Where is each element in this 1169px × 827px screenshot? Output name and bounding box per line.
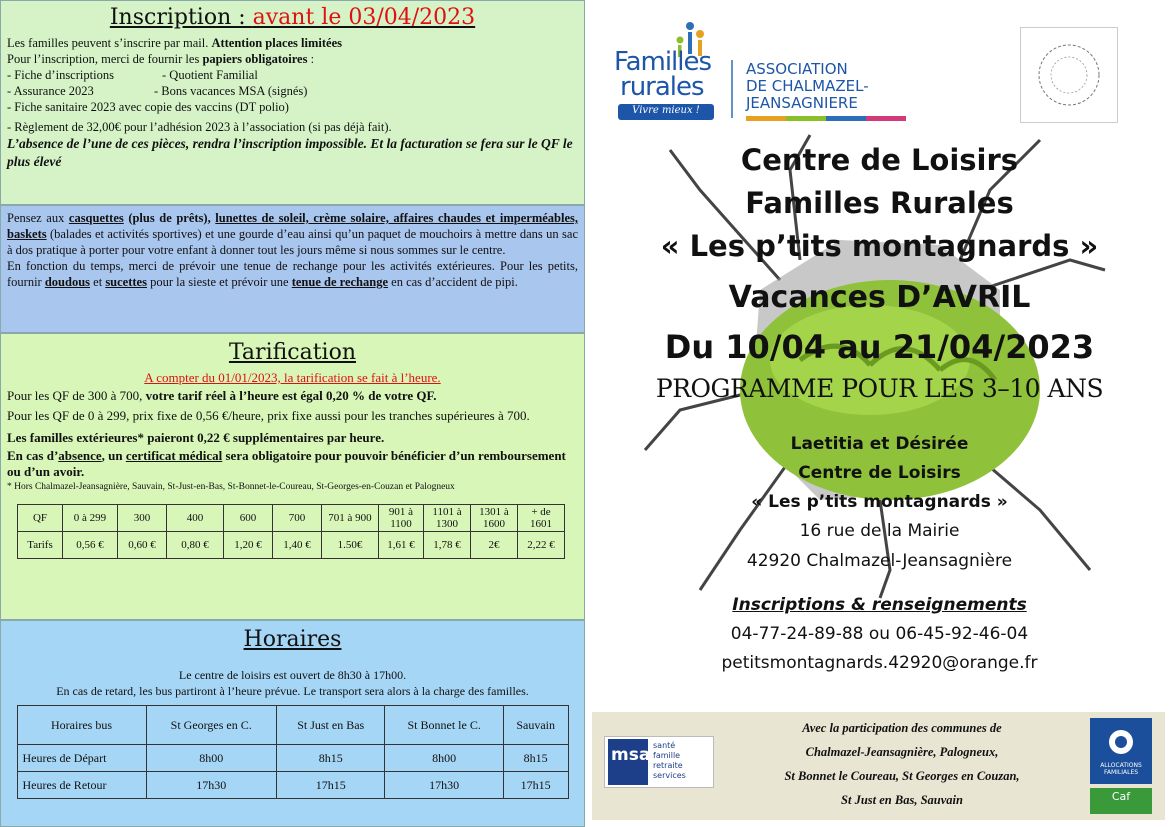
contact-address-2: 42920 Chalmazel-Jeansagnière <box>746 551 1013 571</box>
seal-stamp-icon <box>1021 28 1117 122</box>
assoc-line-1: ASSOCIATION <box>746 60 848 78</box>
msa-logo <box>604 736 714 788</box>
logo-association <box>746 61 869 112</box>
doc-reglement: - Règlement de 32,00€ pour l’adhésion 2023 à l’association (si pas déjà fait). <box>7 120 392 134</box>
partners-text <box>722 716 1082 812</box>
logo-stripe-icon <box>746 116 1046 122</box>
partners-line-2: Chalmazel-Jeansagnière, Palogneux, <box>805 745 999 759</box>
horaires-line1: Le centre de loisirs est ouvert de 8h30 à 17h00. <box>178 668 407 682</box>
tarification-notice: A compter du 01/01/2023, la tarification se fait à l’heure. <box>144 370 441 385</box>
logo-word-familles: Familles <box>614 47 712 77</box>
familles-rurales-logo <box>612 20 912 125</box>
table-cell: 1,78 € <box>424 532 471 559</box>
contact-centre: Centre de Loisirs <box>798 463 961 483</box>
assoc-line-3: JEANSAGNIERE <box>746 94 858 112</box>
msa-words <box>653 741 686 781</box>
table-cell: 1,40 € <box>273 532 322 559</box>
inscriptions-label: Inscriptions & renseignements <box>732 595 1027 615</box>
table-header-cell: St Bonnet le C. <box>385 706 503 745</box>
msa-word: famille <box>653 751 681 760</box>
table-cell: 17h30 <box>385 772 503 799</box>
logo-tagline: Vivre mieux ! <box>632 105 700 116</box>
table-cell: 600 <box>224 505 273 532</box>
horaires-title: Horaires <box>243 627 342 652</box>
table-cell: 400 <box>167 505 224 532</box>
title-line-2: Familles Rurales <box>745 186 1014 220</box>
table-cell: 0,56 € <box>63 532 118 559</box>
table-cell: 700 <box>273 505 322 532</box>
partners-line-4: St Just en Bas, Sauvain <box>841 793 963 807</box>
title-line-5: Du 10/04 au 21/04/2023 <box>664 328 1095 366</box>
contact-names: Laetitia et Désirée <box>790 434 969 454</box>
tarif-exterieurs: Les familles extérieures* paieront 0,22 € supplémentaires par heure. <box>7 430 385 445</box>
inscription-warning: L’absence de l’une de ces pièces, rendra l’inscription impossible. Et la facturation se fera sur le QF le plus élevé <box>7 136 573 169</box>
table-cell: 8h00 <box>385 745 503 772</box>
inscription-panel <box>0 0 585 205</box>
table-row <box>18 505 565 532</box>
table-cell: 300 <box>118 505 167 532</box>
table-cell: 1.50€ <box>322 532 379 559</box>
tarif-qf1: Pour les QF de 300 à 700, votre tarif réel à l’heure est égal 0,20 % de votre QF. <box>7 388 437 403</box>
tarif-footnote: * Hors Chalmazel-Jeansagnière, Sauvain, St-Just-en-Bas, St-Bonnet-le-Coureau, St-Georges-en-Couzan et Palogneux <box>7 482 455 492</box>
inscription-line2: Pour l’inscription, merci de fournir les papiers obligatoires : <box>7 52 315 66</box>
doc-row-2: - Assurance 2023 - Bons vacances MSA (signés) <box>7 84 308 98</box>
conseils-p2: En fonction du temps, merci de prévoir une tenue de rechange pour les activités extérieures. Pour les petits, fournir doudous et sucettes pour la sieste et prévoir une tenue de rechange en cas d’accident de pipi. <box>7 259 578 289</box>
msa-word: services <box>653 771 686 780</box>
title-line-3: « Les p’tits montagnards » <box>660 229 1099 263</box>
table-cell: 0,60 € <box>118 532 167 559</box>
msa-word: retraite <box>653 761 683 770</box>
table-row <box>17 772 568 799</box>
doc-row-1: - Fiche d’inscriptions - Quotient Familial <box>7 68 258 82</box>
msa-letters: msa <box>611 745 651 765</box>
table-row <box>17 706 568 745</box>
caf-logo <box>1090 718 1152 814</box>
inscription-line1: Les familles peuvent s’inscrire par mail. Attention places limitées <box>7 36 342 50</box>
program-subtitle: PROGRAMME POUR LES 3–10 ANS <box>655 374 1104 403</box>
tarification-panel <box>0 333 585 620</box>
table-cell: 1,61 € <box>379 532 424 559</box>
table-cell: 1101 à 1300 <box>424 505 471 532</box>
title-line-4: Vacances D’AVRIL <box>728 280 1031 315</box>
partners-line-3: St Bonnet le Coureau, St Georges en Couzan, <box>784 769 1020 783</box>
table-cell: 2€ <box>471 532 518 559</box>
table-cell: QF <box>18 505 63 532</box>
table-header-cell: St Georges en C. <box>146 706 276 745</box>
tarif-table <box>17 504 565 559</box>
association-seal <box>1020 27 1118 123</box>
horaires-panel <box>0 620 585 827</box>
doc-sanitaire: - Fiche sanitaire 2023 avec copie des vaccins (DT polio) <box>7 100 289 114</box>
logo-word-rurales: rurales <box>620 72 704 102</box>
caf-top-text: ALLOCATIONS FAMILIALES <box>1100 762 1142 776</box>
tarif-absence: En cas d’absence, un certificat médical sera obligatoire pour pouvoir bénéficier d’un remboursement ou d’un avoir. <box>7 448 566 479</box>
table-cell: 8h15 <box>276 745 385 772</box>
inscription-title: Inscription : avant le 03/04/2023 <box>109 5 476 30</box>
table-cell: 0 à 299 <box>63 505 118 532</box>
conseils-panel <box>0 205 585 333</box>
tarification-title: Tarification <box>228 340 357 365</box>
table-header-cell: Sauvain <box>503 706 568 745</box>
conseils-p1: Pensez aux casquettes (plus de prêts), lunettes de soleil, crème solaire, affaires chaudes et imperméables, baskets (balades et activités sportives) et une gourde d’eau ainsi qu’un paquet de mouchoirs à mettre dans un sac à dos pratique à porter pour votre enfant à donner tout les jours même si nous sommes sur le centre. <box>7 211 578 257</box>
table-cell: 17h30 <box>146 772 276 799</box>
table-cell: 8h15 <box>503 745 568 772</box>
partners-line-1: Avec la participation des communes de <box>802 721 1002 735</box>
table-cell: 901 à 1100 <box>379 505 424 532</box>
msa-word: santé <box>653 741 676 750</box>
contact-address-1: 16 rue de la Mairie <box>799 521 960 541</box>
table-cell: 2,22 € <box>518 532 565 559</box>
table-cell: 8h00 <box>146 745 276 772</box>
table-cell: + de 1601 <box>518 505 565 532</box>
table-cell: 0,80 € <box>167 532 224 559</box>
horaires-line2: En cas de retard, les bus partiront à l’heure prévue. Le transport sera alors à la charge des familles. <box>56 684 529 698</box>
partners-band <box>592 712 1165 820</box>
table-row <box>17 745 568 772</box>
horaires-table <box>17 705 569 799</box>
contact-phones[interactable]: 04-77-24-89-88 ou 06-45-92-46-04 <box>730 624 1029 644</box>
title-line-1: Centre de Loisirs <box>740 143 1019 177</box>
contact-nom: « Les p’tits montagnards » <box>751 492 1008 512</box>
assoc-line-2: DE CHALMAZEL- <box>746 77 869 95</box>
table-cell: Tarifs <box>18 532 63 559</box>
caf-bottom-text: Caf <box>1111 790 1131 803</box>
table-cell: 17h15 <box>503 772 568 799</box>
table-cell: 701 à 900 <box>322 505 379 532</box>
contact-email[interactable]: petitsmontagnards.42920@orange.fr <box>721 653 1038 673</box>
table-row <box>18 532 565 559</box>
table-header-cell: Horaires bus <box>17 706 146 745</box>
tarif-qf2: Pour les QF de 0 à 299, prix fixe de 0,56 €/heure, prix fixe aussi pour les tranches supérieures à 700. <box>7 408 530 423</box>
table-cell: 1,20 € <box>224 532 273 559</box>
table-cell: 1301 à 1600 <box>471 505 518 532</box>
table-cell: Heures de Départ <box>17 745 146 772</box>
table-cell: 17h15 <box>276 772 385 799</box>
table-cell: Heures de Retour <box>17 772 146 799</box>
table-header-cell: St Just en Bas <box>276 706 385 745</box>
